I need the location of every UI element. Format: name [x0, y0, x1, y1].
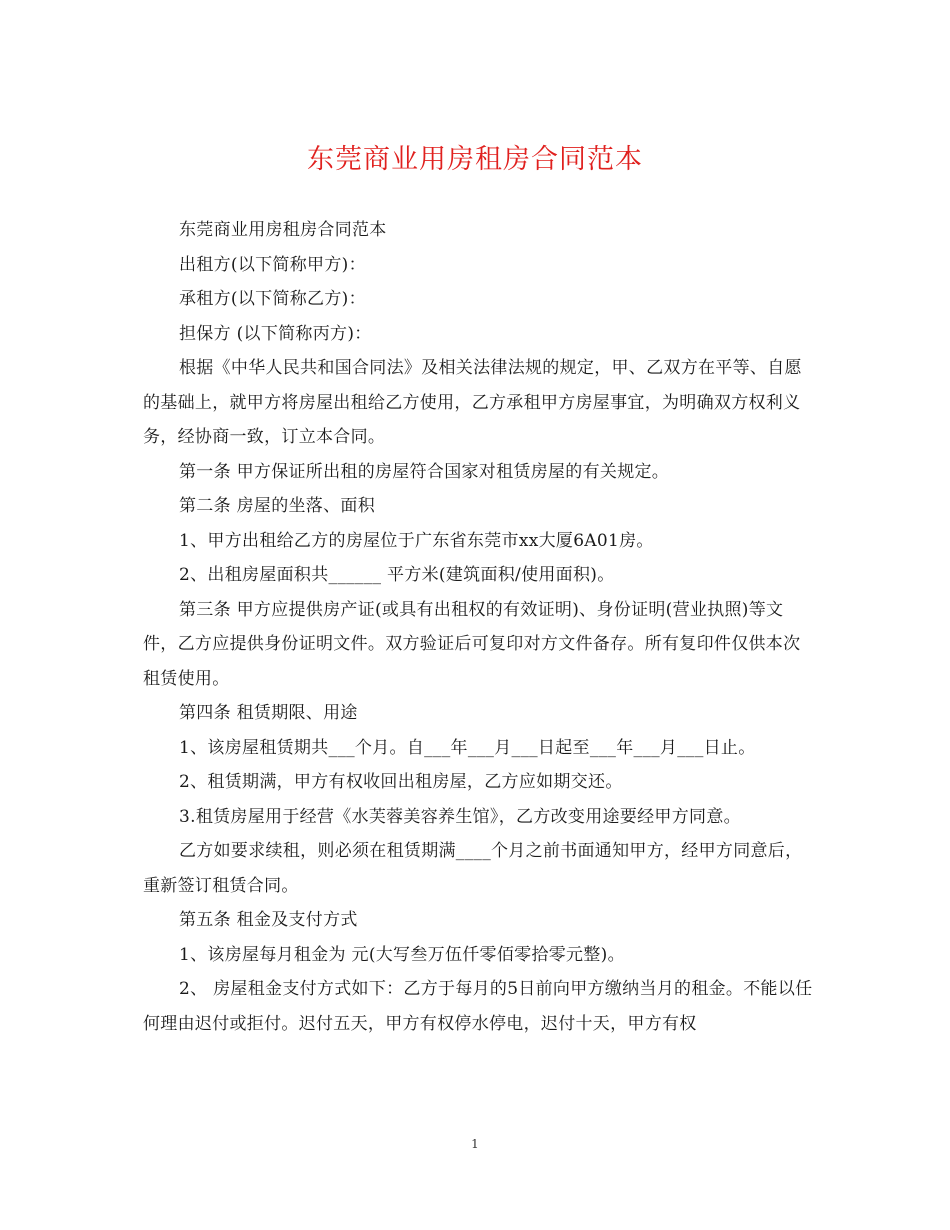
paragraph-article-4-item-1: 1、该房屋租赁期共___个月。自___年___月___日起至___年___月___日止。 — [179, 737, 756, 758]
paragraph-heading: 东莞商业用房租房合同范本 — [179, 220, 387, 240]
paragraph-article-3: 第三条 甲方应提供房产证(或具有出租权的有效证明)、身份证明(营业执照)等文件，乙方应提供身份证明文件。双方验证后可复印对方文件备存。所有复印件仅供本次租赁使用。 — [143, 599, 801, 689]
paragraph-article-5: 第五条 租金及支付方式 — [179, 910, 358, 930]
paragraph-article-2: 第二条 房屋的坐落、面积 — [179, 496, 376, 516]
paragraph-article-4-item-2: 2、租赁期满，甲方有权收回出租房屋，乙方应如期交还。 — [179, 772, 623, 792]
page-number: 1 — [471, 1137, 479, 1151]
paragraph-article-4-item-3: 3.租赁房屋用于经营《水芙蓉美容养生馆》，乙方改变用途要经甲方同意。 — [179, 806, 741, 827]
paragraph-article-2-item-1: 1、甲方出租给乙方的房屋位于广东省东莞市xx大厦6A01房。 — [179, 530, 654, 551]
paragraph-article-2-item-2: 2、出租房屋面积共______ 平方米(建筑面积/使用面积)。 — [179, 565, 615, 585]
paragraph-article-4: 第四条 租赁期限、用途 — [179, 703, 358, 723]
paragraph-article-1: 第一条 甲方保证所出租的房屋符合国家对租赁房屋的有关规定。 — [179, 461, 670, 482]
paragraph-article-5-item-2: 2、 房屋租金支付方式如下：乙方于每月的5日前向甲方缴纳当月的租金。不能以任何理由迟付或拒付。迟付五天，甲方有权停水停电，迟付十天，甲方有权 — [143, 979, 813, 1034]
paragraph-guarantor: 担保方 (以下简称丙方)： — [179, 323, 372, 344]
paragraph-lessee: 承租方(以下简称乙方)： — [179, 289, 366, 309]
document-title: 东莞商业用房租房合同范本 — [307, 144, 643, 175]
paragraph-article-5-item-1: 1、该房屋每月租金为 元(大写叁万伍仟零佰零拾零元整)。 — [179, 944, 625, 965]
paragraph-lessor: 出租方(以下简称甲方)： — [179, 254, 366, 275]
document-body — [143, 213, 815, 1041]
paragraph-renewal: 乙方如要求续租，则必须在租赁期满____个月之前书面通知甲方，经甲方同意后，重新签订租赁合同。 — [143, 841, 803, 896]
paragraph-preamble: 根据《中华人民共和国合同法》及相关法律法规的规定，甲、乙双方在平等、自愿的基础上，就甲方将房屋出租给乙方使用，乙方承租甲方房屋事宜，为明确双方权利义务，经协商一致，订立本合同。 — [143, 358, 802, 447]
